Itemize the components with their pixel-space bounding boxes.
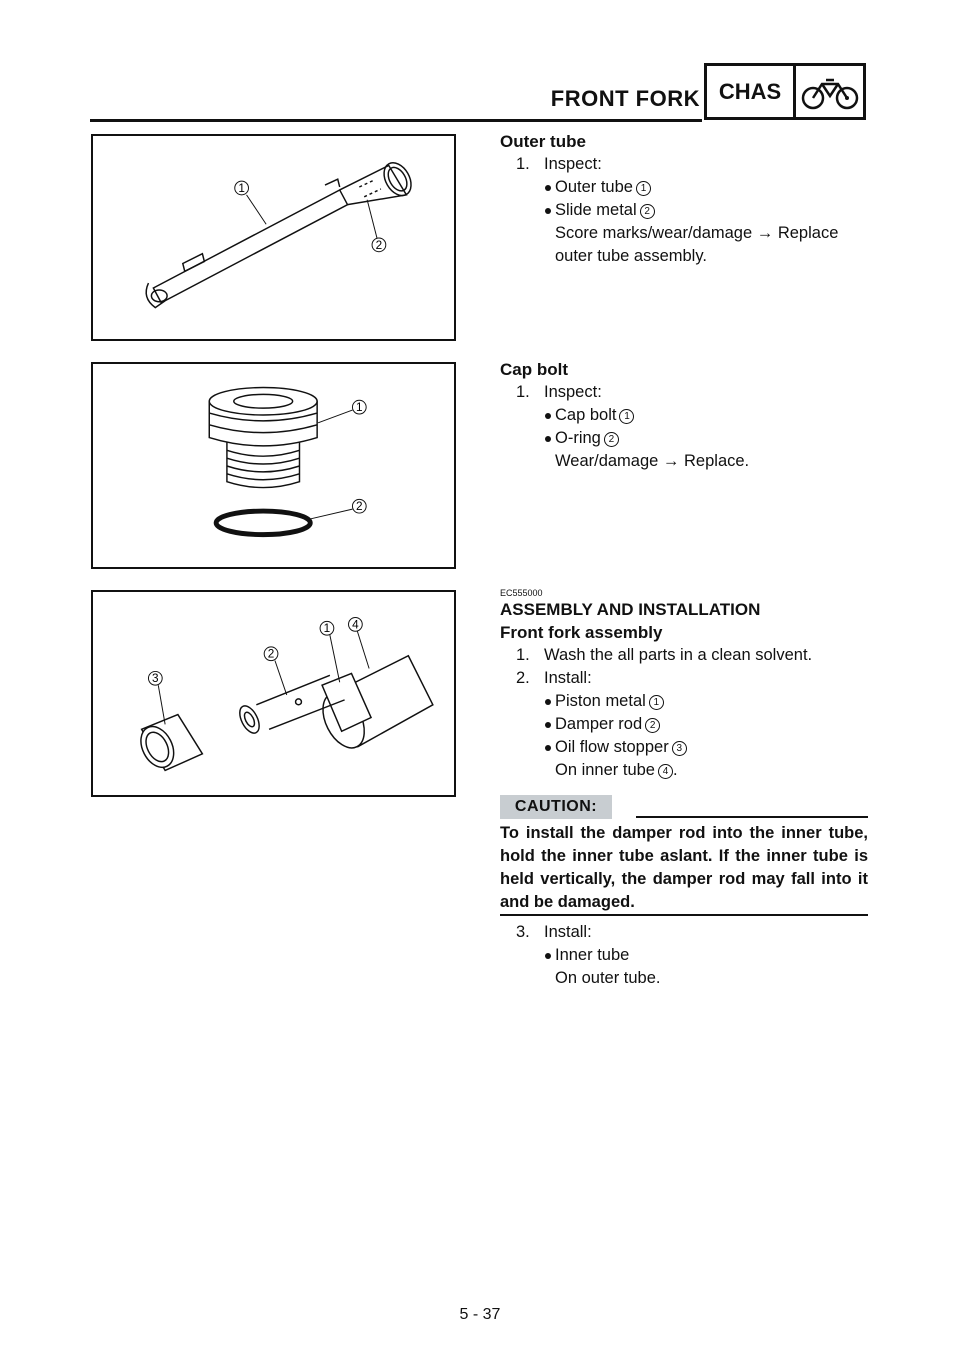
step-inspect: 1. Inspect: [516,383,602,401]
list-item: Piston metal 1 [500,690,870,713]
callout-ref: 2 [640,204,655,219]
caution-end-rule [500,914,868,916]
assembly-heading: ASSEMBLY AND INSTALLATION [500,600,761,619]
assembly-subheading: Front fork assembly [500,623,663,642]
caution-header [500,795,868,819]
cap-bolt-heading: Cap bolt [500,360,568,379]
fork-assembly-figure [91,590,456,797]
outer-tube-heading: Outer tube [500,132,586,151]
step-install: 3. Install: [516,923,592,941]
callout-ref: 1 [636,181,651,196]
outer-tube-section [500,130,870,268]
callout-ref: 1 [649,695,664,710]
callout-4: 4 [352,618,359,632]
step-wash: 1. Wash the all parts in a clean solvent. [516,646,813,664]
outer-tube-figure [91,134,456,341]
callout-ref: 3 [672,741,687,756]
note-line: On outer tube. [555,969,661,987]
callout-ref: 1 [619,409,634,424]
page-title: FRONT FORK [550,86,700,111]
callout-2: 2 [267,647,275,661]
callout-3: 3 [152,672,159,686]
install-inner-tube-section [500,921,870,990]
note-line: Wear/damage → Replace. [555,452,750,470]
note-line: On inner tube 4 . [555,761,678,779]
header-rule [90,119,702,122]
list-item: Oil flow stopper 3 [500,736,870,759]
callout-ref: 2 [604,432,619,447]
step-install: 2. Install: [516,669,592,687]
list-item: Inner tube [500,944,870,967]
motorcycle-icon [796,66,863,117]
callout-1: 1 [356,401,363,415]
section-code-ref: EC555000 [500,588,543,598]
section-code: CHAS [707,66,796,117]
caution-rule [636,816,868,818]
callout-ref: 4 [658,764,673,779]
step-inspect: 1. Inspect: [516,155,602,173]
page-number: 5 - 37 [459,1306,501,1323]
list-item: Outer tube 1 [500,176,870,199]
list-item: Damper rod 2 [500,713,870,736]
callout-2: 2 [356,500,363,514]
callout-ref: 2 [645,718,660,733]
cap-bolt-section [500,358,870,473]
callout-2: 2 [375,238,383,252]
callout-1: 1 [323,622,331,636]
caution-text: To install the damper rod into the inner tube, hold the inner tube aslant. If the inner tube is held vertically, the damper rod may fall into it and be damaged. [500,824,868,911]
list-item: Slide metal 2 [500,199,870,222]
list-item: O-ring 2 [500,427,870,450]
note-line: outer tube assembly. [555,247,707,265]
caution-badge: CAUTION: [500,795,612,819]
cap-bolt-figure [91,362,456,569]
section-tab [704,63,866,120]
list-item: Cap bolt 1 [500,404,870,427]
note-line: Score marks/wear/damage → Replace [555,224,839,242]
assembly-section [500,588,870,782]
callout-1: 1 [238,181,245,195]
